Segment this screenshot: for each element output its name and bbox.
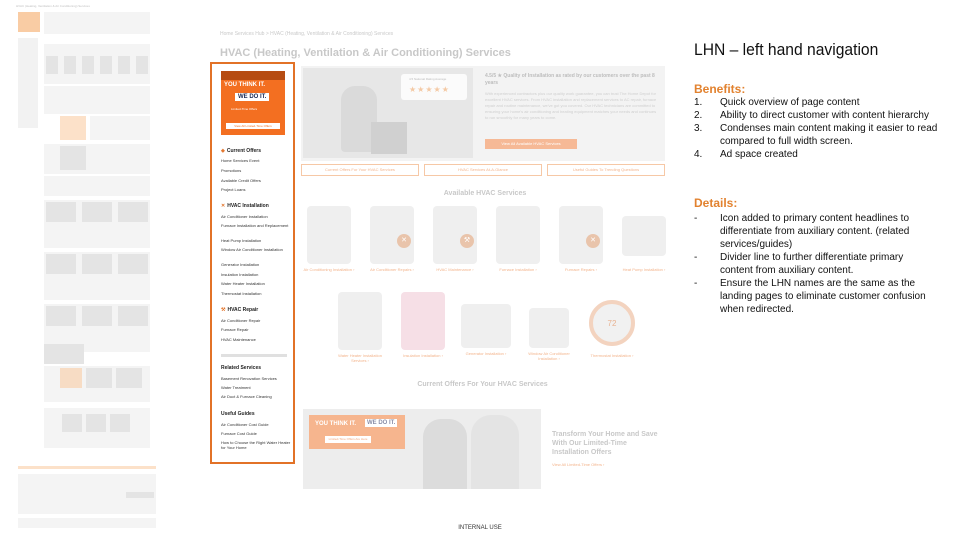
tab-useful-guides[interactable]: Useful Guides To Trending Questions [547, 164, 665, 176]
lhn-ad-promo[interactable] [221, 71, 285, 135]
current-offers-title: Current Offers For Your HVAC Services [417, 381, 548, 388]
service-card[interactable] [490, 206, 546, 272]
lhn-item[interactable]: Available Credit Offers [221, 178, 261, 183]
lhn-item[interactable]: Heat Pump Installation [221, 238, 262, 243]
tab-services-at-a-glance[interactable]: HVAC Services At-A-Glance [424, 164, 542, 176]
available-services-title: Available HVAC Services [443, 190, 527, 197]
promo-line-3: Limited-Time Offers [231, 107, 258, 111]
thumbnail-title: HVAC (Heating, Ventilation & Air Conditioning) Services [16, 4, 90, 8]
ac-repair-icon: ✕ [370, 206, 414, 264]
lhn-item[interactable]: Air Conditioner Repair [221, 318, 261, 323]
benefits-heading: Benefits: [694, 82, 746, 96]
promo-button[interactable]: View All Limited-Time Offers [226, 123, 280, 129]
rating-badge [401, 74, 467, 100]
service-card[interactable] [584, 292, 640, 358]
heat-pump-icon [622, 216, 666, 256]
lhn-item[interactable]: Home Services Event [221, 158, 260, 163]
service-card[interactable] [521, 292, 577, 361]
service-label[interactable]: Water Heater Installation Services › [338, 353, 382, 363]
left-hand-navigation [210, 62, 295, 464]
hvac-maintenance-icon: ⚒ [433, 206, 477, 264]
lhn-item[interactable]: Project Loans [221, 187, 246, 192]
offer-photo-woman [471, 415, 519, 489]
benefit-item: Quick overview of page content [720, 97, 860, 108]
service-label[interactable]: Heat Pump Installation › [622, 267, 666, 272]
tag-icon: ◈ [221, 148, 225, 154]
offer-promo-line-1: YOU THINK IT. [315, 421, 357, 427]
benefit-item: Condenses main content making it easier to read compared to full width screen. [720, 123, 938, 147]
benefit-item: Ability to direct customer with content hierarchy [720, 110, 929, 121]
view-all-services-button[interactable]: View All Available HVAC Services [485, 139, 577, 149]
view-offers-link[interactable]: View All Limited-Time Offers › [552, 462, 605, 467]
lhn-item[interactable]: How to Choose the Right Water Heater for Your Home [221, 440, 291, 450]
lhn-item[interactable]: Generator Installation [221, 262, 260, 267]
lhn-item[interactable]: Air Conditioner Cost Guide [221, 422, 269, 427]
benefits-list: 1. Quick overview of page content 2. Ability to direct customer with content hierarchy 3. Condenses main content making it easier to read compared to full width screen. 4. Ad space created [694, 96, 944, 161]
lhn-item[interactable]: Window Air Conditioner Installation [221, 247, 283, 252]
lhn-heading-hvac-repair[interactable]: ⚒ HVAC Repair [221, 307, 259, 313]
lhn-item[interactable]: Furnace Installation and Replacement [221, 223, 289, 228]
generator-icon [461, 304, 511, 348]
star-rating-icon: ★★★★★ [409, 85, 450, 94]
service-label[interactable]: Furnace Repairs › [564, 267, 597, 272]
breadcrumb[interactable]: Home Services Hub > HVAC (Heating, Ventilation & Air Conditioning) Services [220, 31, 394, 37]
slide-title: LHN – left hand navigation [694, 40, 879, 59]
offer-promo-line-2: WE DO IT. [367, 420, 396, 426]
lhn-divider [221, 354, 287, 357]
lhn-heading-hvac-installation[interactable]: ✕ HVAC Installation [221, 203, 269, 209]
service-card[interactable] [332, 292, 388, 363]
benefit-item: Ad space created [720, 149, 798, 160]
ac-unit-figure [371, 122, 407, 154]
ac-unit-icon [307, 206, 351, 264]
lhn-item[interactable]: Furnace Repair [221, 327, 249, 332]
detail-item: Icon added to primary content headlines to differentiate from auxiliary content. (related services/guides) [720, 213, 910, 250]
water-heater-icon [338, 292, 382, 350]
service-card[interactable] [616, 206, 672, 272]
lhn-heading-related-services[interactable]: Related Services [221, 365, 262, 371]
service-label[interactable]: Insulation Installation › [403, 353, 443, 358]
service-label[interactable]: Furnace Installation › [499, 267, 537, 272]
service-label[interactable]: Window Air Conditioner Installation › [528, 351, 570, 361]
lhn-item[interactable]: Thermostat Installation [221, 291, 262, 296]
promo-line-1: YOU THINK IT. [224, 82, 266, 88]
lhn-item[interactable]: Water Treatment [221, 385, 251, 390]
window-ac-icon [529, 308, 569, 348]
lhn-item[interactable]: Water Heater Installation [221, 281, 265, 286]
lhn-item[interactable]: Air Conditioner Installation [221, 214, 268, 219]
lhn-heading-current-offers[interactable]: ◈ Current Offers [221, 148, 262, 154]
tab-current-offers[interactable]: Current Offers For Your HVAC Services [301, 164, 419, 176]
full-page-thumbnail [16, 4, 156, 528]
insulation-icon [401, 292, 445, 350]
service-label[interactable]: Generator Installation › [465, 351, 507, 356]
service-label[interactable]: Air Conditioning Installation › [303, 267, 355, 272]
lhn-item[interactable]: Insulation Installation [221, 272, 259, 277]
lhn-item[interactable]: HVAC Maintenance [221, 337, 256, 342]
footer-label: INTERNAL USE [458, 525, 502, 531]
service-label[interactable]: Thermostat Installation › [590, 353, 634, 358]
service-label[interactable]: Air Conditioner Repairs › [370, 267, 414, 272]
service-card[interactable] [364, 206, 420, 272]
furnace-icon [496, 206, 540, 264]
promo-line-2: WE DO IT. [235, 93, 269, 101]
tools-icon: ✕ [221, 203, 226, 209]
page-title: HVAC (Heating, Ventilation & Air Conditioning) Services [220, 47, 511, 59]
offer-photo-man [423, 419, 467, 489]
detail-item: Ensure the LHN names are the same as the landing pages to eliminate customer confusion when redirected. [720, 278, 926, 315]
lhn-item[interactable]: Furnace Cost Guide [221, 431, 257, 436]
hero-headline: 4.5/5 ★ Quality of Installation as rated by our customers over the past 8 years [485, 73, 655, 86]
service-card[interactable] [395, 292, 451, 358]
service-card[interactable] [301, 206, 357, 272]
service-card[interactable] [458, 292, 514, 356]
hero-section [301, 66, 665, 161]
lhn-heading-useful-guides[interactable]: Useful Guides [221, 411, 255, 417]
offer-banner[interactable] [303, 409, 541, 489]
offer-promo-button[interactable]: Limited-Time Offers Are Here [325, 436, 371, 443]
service-card[interactable] [427, 206, 483, 272]
details-list: - Icon added to primary content headlines to differentiate from auxiliary content. (related services/guides) - Divider line to further differentiate primary content from auxiliary content. - Ensure the LHN names are the same as the landing pages to eliminate customer confusion when redirected. [694, 213, 926, 315]
service-card[interactable] [553, 206, 609, 272]
offer-headline: Transform Your Home and Save With Our Limited-Time Installation Offers [552, 431, 658, 456]
lhn-item[interactable]: Air Duct & Furnace Cleaning [221, 394, 272, 399]
offer-promo [309, 415, 405, 449]
hero-body: With experienced contractors plus our quality work guarantee, you can trust The Home Depot for excellent HVAC services. From HVAC installation and replacement services to AC repair, furnace repair and routine maintenance, we've got you covered. Our HVAC technicians are committed to ensuring your home's air conditioning and heating equipment matches your needs and continues to run smoothly for many years to come. [485, 91, 657, 120]
detail-item: Divider line to further differentiate primary content from auxiliary content. [720, 252, 904, 276]
wrench-icon: ⚒ [221, 307, 226, 313]
details-heading: Details: [694, 196, 738, 210]
thermostat-icon: 72 [589, 300, 635, 346]
lhn-item[interactable]: Promotions [221, 168, 242, 173]
lhn-item[interactable]: Basement Renovation Services [221, 376, 277, 381]
furnace-repair-icon: ✕ [559, 206, 603, 264]
rating-badge-text: 4.5 National Rating Average [409, 77, 447, 81]
service-label[interactable]: HVAC Maintenance › [436, 267, 474, 272]
